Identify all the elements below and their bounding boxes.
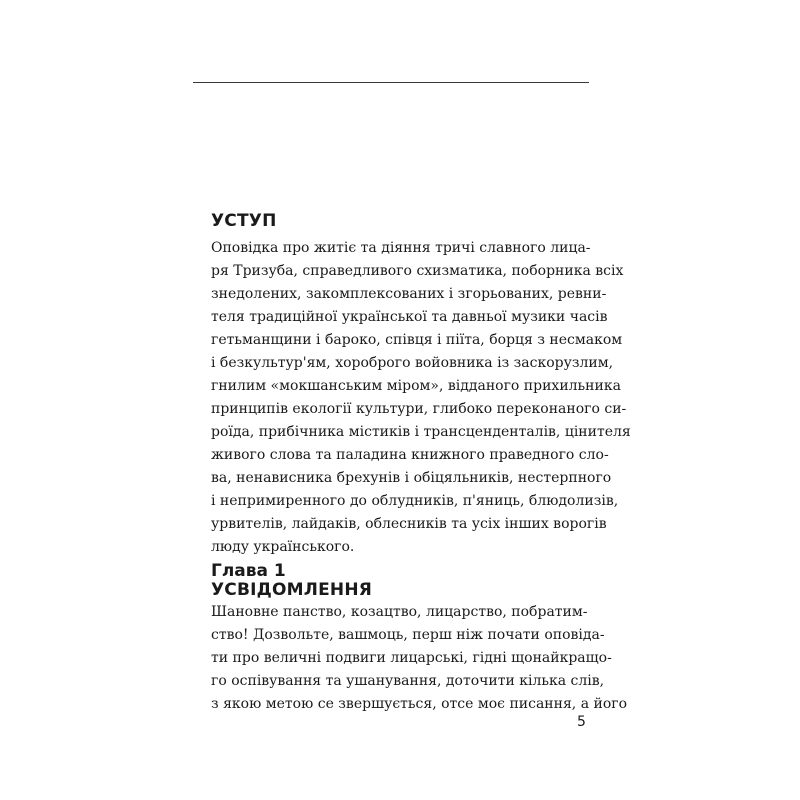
text-line: знедолених, закомплексованих і згорьованих, ревни- xyxy=(211,286,607,302)
text-line: теля традиційної української та давньої музики часів xyxy=(211,309,608,325)
text-line: живого слова та паладина книжного праведного сло- xyxy=(211,447,609,463)
text-line: з якою метою се звершується, отсе моє писання, а його xyxy=(211,696,628,712)
text-line: ря Тризуба, справедливого схизматика, поборника всіх xyxy=(211,263,624,279)
text-line: роїда, прибічника містиків і трансценденталів, цінителя xyxy=(211,424,631,440)
text-line: Оповідка про житіє та діяння тричі славного лица- xyxy=(211,240,591,256)
text-line: урвителів, лайдаків, облесників та усіх інших ворогів xyxy=(211,516,607,532)
text-line: люду українського. xyxy=(211,539,355,555)
intro-paragraph xyxy=(211,237,631,559)
text-line: го оспівування та ушанування, доточити кілька слів, xyxy=(211,673,605,689)
text-line: ти про величні подвиги лицарські, гідні щонайкращо- xyxy=(211,650,612,666)
page-number: 5 xyxy=(577,714,586,730)
text-line: і безкультур'ям, хороброго войовника із заскорузлим, xyxy=(211,355,614,371)
header-rule xyxy=(193,82,589,83)
text-line: ва, ненависника брехунів і обіцяльників, нестерпного xyxy=(211,470,612,486)
chapter-paragraph xyxy=(211,601,628,716)
text-line: ство! Дозвольте, вашмоць, перш ніж почати оповіда- xyxy=(211,627,605,643)
text-line: Шановне панство, козацтво, лицарство, побратим- xyxy=(211,604,588,620)
chapter-number: Глава 1 xyxy=(211,561,286,581)
text-line: принципів екології культури, глибоко переконаного си- xyxy=(211,401,627,417)
text-line: гнилим «мокшанським міром», відданого прихильника xyxy=(211,378,621,394)
text-line: і непримиренного до облудників, п'яниць, блюдолизів, xyxy=(211,493,619,509)
section-title-intro: УСТУП xyxy=(211,211,277,231)
text-line: гетьманщини і бароко, співця і піїта, борця з несмаком xyxy=(211,332,623,348)
chapter-title: УСВІДОМЛЕННЯ xyxy=(211,580,373,600)
